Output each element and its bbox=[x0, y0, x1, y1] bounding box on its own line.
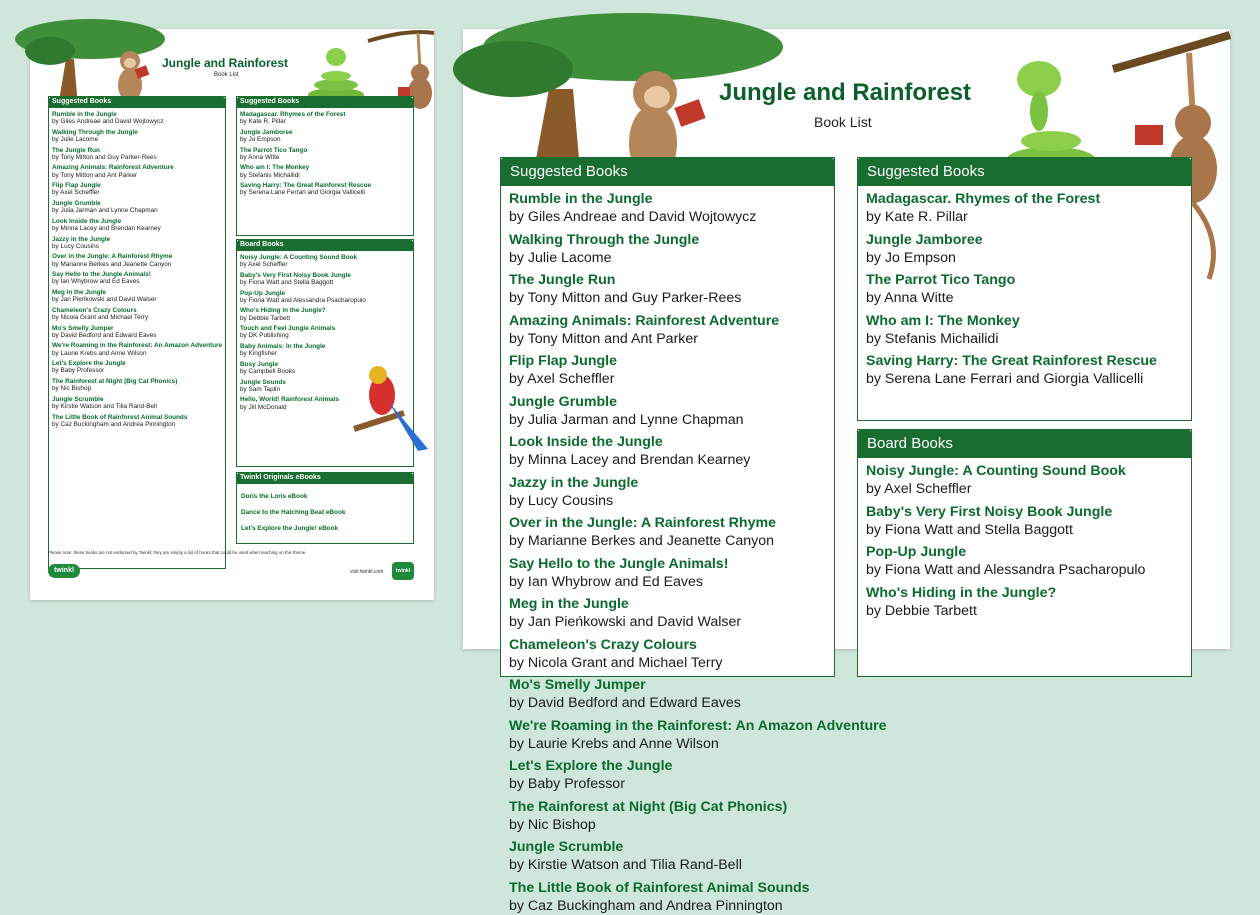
ebook-list bbox=[237, 493, 413, 533]
suggested-books-left-box bbox=[500, 157, 835, 677]
book-title: Walking Through the Jungle bbox=[52, 129, 222, 136]
book-title: Who's Hiding in the Jungle? bbox=[866, 585, 1183, 602]
book-item bbox=[237, 182, 413, 197]
book-item bbox=[501, 191, 834, 227]
board-books-box bbox=[857, 429, 1192, 677]
book-author: by Julia Jarman and Lynne Chapman bbox=[52, 207, 222, 215]
book-author: by Nic Bishop bbox=[509, 816, 826, 835]
book-author: by Julie Lacome bbox=[52, 136, 222, 144]
book-title: Say Hello to the Jungle Animals! bbox=[509, 556, 826, 573]
book-item bbox=[237, 290, 413, 305]
book-item bbox=[501, 556, 834, 592]
book-author: by Baby Professor bbox=[509, 775, 826, 794]
book-item bbox=[501, 394, 834, 430]
book-title: Let's Explore the Jungle bbox=[52, 360, 222, 367]
section-header: Twinkl Originals eBooks bbox=[236, 472, 414, 484]
book-title: Meg in the Jungle bbox=[509, 596, 826, 613]
book-item bbox=[501, 272, 834, 308]
book-item bbox=[858, 232, 1191, 268]
book-title: Busy Jungle bbox=[240, 361, 410, 368]
page-title: Jungle and Rainforest bbox=[719, 79, 971, 107]
suggested-books-right-box bbox=[236, 96, 414, 236]
book-title: Over in the Jungle: A Rainforest Rhyme bbox=[509, 515, 826, 532]
book-author: by Nicola Grant and Michael Terry bbox=[52, 314, 222, 322]
book-item bbox=[49, 236, 225, 251]
book-item bbox=[501, 434, 834, 470]
book-item bbox=[49, 111, 225, 126]
book-author: by Debbie Tarbett bbox=[866, 602, 1183, 621]
book-author: by Anna Witte bbox=[240, 154, 410, 162]
page-subtitle: Book List bbox=[814, 114, 872, 130]
book-author: by Lucy Cousins bbox=[509, 492, 826, 511]
book-author: by Julia Jarman and Lynne Chapman bbox=[509, 411, 826, 430]
book-item bbox=[237, 307, 413, 322]
book-author: by Campbell Books bbox=[240, 368, 410, 376]
book-item bbox=[501, 475, 834, 511]
book-item bbox=[858, 313, 1191, 349]
book-title: Saving Harry: The Great Rainforest Rescue bbox=[866, 353, 1183, 370]
ebooks-box bbox=[236, 472, 414, 544]
book-author: by DK Publishing bbox=[240, 332, 410, 340]
book-author: by Jill McDonald bbox=[240, 404, 410, 412]
book-author: by Jo Empson bbox=[866, 249, 1183, 268]
book-author: by Debbie Tarbett bbox=[240, 315, 410, 323]
book-title: Chameleon's Crazy Colours bbox=[52, 307, 222, 314]
book-title: Pop-Up Jungle bbox=[240, 290, 410, 297]
section-header: Suggested Books bbox=[500, 157, 835, 186]
ebook-title: Dance to the Hatching Beat eBook bbox=[237, 509, 413, 516]
book-title: Amazing Animals: Rainforest Adventure bbox=[509, 313, 826, 330]
book-author: by David Bedford and Edward Eaves bbox=[52, 332, 222, 340]
book-title: Flip Flap Jungle bbox=[509, 353, 826, 370]
book-author: by Tony Mitton and Guy Parker-Rees bbox=[52, 154, 222, 162]
book-item bbox=[501, 313, 834, 349]
book-item bbox=[501, 758, 834, 794]
book-item bbox=[49, 271, 225, 286]
book-title: Who's Hiding in the Jungle? bbox=[240, 307, 410, 314]
book-item bbox=[501, 596, 834, 632]
snake-icon bbox=[306, 45, 366, 103]
book-item bbox=[49, 307, 225, 322]
book-author: by Stefanis Michailidi bbox=[866, 330, 1183, 349]
twinkl-badge: twinkl bbox=[392, 562, 414, 580]
book-author: by Baby Professor bbox=[52, 367, 222, 375]
book-item bbox=[858, 463, 1191, 499]
book-author: by Sam Taplin bbox=[240, 386, 410, 394]
book-title: We're Roaming in the Rainforest: An Amazon Adventure bbox=[509, 718, 826, 735]
book-author: by Kingfisher bbox=[240, 350, 410, 358]
section-header: Board Books bbox=[236, 239, 414, 251]
book-item bbox=[501, 637, 834, 673]
book-author: by Minna Lacey and Brendan Kearney bbox=[509, 451, 826, 470]
book-author: by Tony Mitton and Ant Parker bbox=[509, 330, 826, 349]
book-item bbox=[49, 147, 225, 162]
book-list bbox=[237, 111, 413, 197]
book-title: Noisy Jungle: A Counting Sound Book bbox=[240, 254, 410, 261]
book-author: by Nic Bishop bbox=[52, 385, 222, 393]
book-author: by Anna Witte bbox=[866, 289, 1183, 308]
section-header: Suggested Books bbox=[236, 96, 414, 108]
book-author: by Marianne Berkes and Jeanette Canyon bbox=[509, 532, 826, 551]
book-item bbox=[858, 585, 1191, 621]
book-title: Rumble in the Jungle bbox=[52, 111, 222, 118]
book-author: by Fiona Watt and Stella Baggott bbox=[866, 521, 1183, 540]
book-item bbox=[237, 254, 413, 269]
book-item bbox=[501, 232, 834, 268]
book-item bbox=[858, 504, 1191, 540]
book-title: Say Hello to the Jungle Animals! bbox=[52, 271, 222, 278]
book-title: Jungle Grumble bbox=[509, 394, 826, 411]
book-author: by Lucy Cousins bbox=[52, 243, 222, 251]
footer-url: visit twinkl.com bbox=[350, 569, 383, 575]
book-title: Look Inside the Jungle bbox=[52, 218, 222, 225]
book-title: The Rainforest at Night (Big Cat Phonics) bbox=[509, 799, 826, 816]
section-header: Suggested Books bbox=[48, 96, 226, 108]
section-header: Suggested Books bbox=[857, 157, 1192, 186]
book-author: by Laurie Krebs and Anne Wilson bbox=[509, 735, 826, 754]
book-item bbox=[501, 515, 834, 551]
book-title: Jungle Grumble bbox=[52, 200, 222, 207]
book-title: Who am I: The Monkey bbox=[240, 164, 410, 171]
parrot-icon bbox=[348, 361, 434, 451]
book-item bbox=[858, 191, 1191, 227]
book-item bbox=[858, 353, 1191, 389]
book-item bbox=[858, 544, 1191, 580]
book-title: Mo's Smelly Jumper bbox=[509, 677, 826, 694]
book-item bbox=[858, 272, 1191, 308]
book-author: by Ian Whybrow and Ed Eaves bbox=[509, 573, 826, 592]
book-title: Rumble in the Jungle bbox=[509, 191, 826, 208]
book-author: by Fiona Watt and Alessandra Psacharopulo bbox=[866, 561, 1183, 580]
book-title: Madagascar. Rhymes of the Forest bbox=[240, 111, 410, 118]
book-title: Jazzy in the Jungle bbox=[509, 475, 826, 492]
book-item bbox=[501, 799, 834, 835]
book-item bbox=[501, 839, 834, 875]
book-author: by Jan Pieńkowski and David Walser bbox=[509, 613, 826, 632]
book-author: by Marianne Berkes and Jeanette Canyon bbox=[52, 261, 222, 269]
book-item bbox=[49, 414, 225, 429]
twinkl-logo: twinkl bbox=[48, 564, 80, 578]
book-title: Over in the Jungle: A Rainforest Rhyme bbox=[52, 253, 222, 260]
preview-page bbox=[30, 29, 434, 600]
book-item bbox=[237, 164, 413, 179]
book-item bbox=[501, 677, 834, 713]
book-author: by Jo Empson bbox=[240, 136, 410, 144]
book-author: by Giles Andreae and David Wojtowycz bbox=[509, 208, 826, 227]
book-item bbox=[49, 342, 225, 357]
book-author: by Minna Lacey and Brendan Kearney bbox=[52, 225, 222, 233]
book-title: Look Inside the Jungle bbox=[509, 434, 826, 451]
book-author: by Nicola Grant and Michael Terry bbox=[509, 654, 826, 673]
book-item bbox=[237, 343, 413, 358]
book-author: by Axel Scheffler bbox=[240, 261, 410, 269]
book-author: by Caz Buckingham and Andrea Pinnington bbox=[509, 897, 826, 915]
book-title: Pop-Up Jungle bbox=[866, 544, 1183, 561]
book-title: Mo's Smelly Jumper bbox=[52, 325, 222, 332]
book-title: Jungle Scrumble bbox=[52, 396, 222, 403]
book-item bbox=[501, 880, 834, 915]
book-title: Jungle Scrumble bbox=[509, 839, 826, 856]
page-subtitle: Book List bbox=[214, 72, 239, 78]
suggested-books-right-box bbox=[857, 157, 1192, 421]
book-item bbox=[49, 396, 225, 411]
book-author: by Fiona Watt and Stella Baggott bbox=[240, 279, 410, 287]
section-header: Board Books bbox=[857, 429, 1192, 458]
zoom-page bbox=[463, 29, 1230, 649]
book-list bbox=[501, 191, 834, 915]
book-title: Amazing Animals: Rainforest Adventure bbox=[52, 164, 222, 171]
book-title: Flip Flap Jungle bbox=[52, 182, 222, 189]
book-item bbox=[237, 129, 413, 144]
book-item bbox=[49, 325, 225, 340]
book-title: Let's Explore the Jungle bbox=[509, 758, 826, 775]
book-title: Walking Through the Jungle bbox=[509, 232, 826, 249]
book-title: The Little Book of Rainforest Animal Sounds bbox=[509, 880, 826, 897]
book-author: by David Bedford and Edward Eaves bbox=[509, 694, 826, 713]
book-title: Baby's Very First Noisy Book Jungle bbox=[866, 504, 1183, 521]
book-list bbox=[49, 111, 225, 428]
book-title: Saving Harry: The Great Rainforest Rescue bbox=[240, 182, 410, 189]
book-author: by Serena Lane Ferrari and Giorgia Vallicelli bbox=[240, 189, 410, 197]
book-author: by Tony Mitton and Ant Parker bbox=[52, 172, 222, 180]
book-author: by Axel Scheffler bbox=[509, 370, 826, 389]
book-item bbox=[237, 272, 413, 287]
book-author: by Giles Andreae and David Wojtowycz bbox=[52, 118, 222, 126]
book-item bbox=[237, 147, 413, 162]
book-item bbox=[49, 218, 225, 233]
book-author: by Fiona Watt and Alessandra Psacharopulo bbox=[240, 297, 410, 305]
book-title: Chameleon's Crazy Colours bbox=[509, 637, 826, 654]
book-title: The Jungle Run bbox=[52, 147, 222, 154]
book-list bbox=[858, 463, 1191, 620]
book-author: by Jan Pieńkowski and David Walser bbox=[52, 296, 222, 304]
book-author: by Ian Whybrow and Ed Eaves bbox=[52, 278, 222, 286]
book-item bbox=[237, 325, 413, 340]
book-author: by Julie Lacome bbox=[509, 249, 826, 268]
book-item bbox=[49, 360, 225, 375]
book-title: Jungle Jamboree bbox=[240, 129, 410, 136]
book-title: Hello, World! Rainforest Animals bbox=[240, 396, 410, 403]
book-title: Madagascar. Rhymes of the Forest bbox=[866, 191, 1183, 208]
book-author: by Axel Scheffler bbox=[866, 480, 1183, 499]
book-author: by Caz Buckingham and Andrea Pinnington bbox=[52, 421, 222, 429]
book-title: Meg in the Jungle bbox=[52, 289, 222, 296]
book-title: Jungle Sounds bbox=[240, 379, 410, 386]
book-author: by Stefanis Michailidi bbox=[240, 172, 410, 180]
ebook-title: Doris the Loris eBook bbox=[237, 493, 413, 500]
book-item bbox=[49, 164, 225, 179]
book-title: Jazzy in the Jungle bbox=[52, 236, 222, 243]
book-item bbox=[49, 289, 225, 304]
book-author: by Kirstie Watson and Tilia Rand-Bell bbox=[509, 856, 826, 875]
book-title: We're Roaming in the Rainforest: An Amazon Adventure bbox=[52, 342, 222, 349]
book-item bbox=[49, 182, 225, 197]
book-author: by Laurie Krebs and Anne Wilson bbox=[52, 350, 222, 358]
page-title: Jungle and Rainforest bbox=[162, 56, 288, 70]
book-item bbox=[501, 353, 834, 389]
book-title: Baby's Very First Noisy Book Jungle bbox=[240, 272, 410, 279]
book-author: by Axel Scheffler bbox=[52, 189, 222, 197]
footer-note: Please note: these books are not endorsed by Twinkl; they are simply a list of books that could be used when teaching on this theme. bbox=[48, 550, 306, 555]
book-title: Who am I: The Monkey bbox=[866, 313, 1183, 330]
book-author: by Serena Lane Ferrari and Giorgia Vallicelli bbox=[866, 370, 1183, 389]
book-title: Jungle Jamboree bbox=[866, 232, 1183, 249]
book-title: Touch and Feel Jungle Animals bbox=[240, 325, 410, 332]
book-item bbox=[49, 253, 225, 268]
suggested-books-left-box bbox=[48, 96, 226, 569]
book-title: The Jungle Run bbox=[509, 272, 826, 289]
book-title: Noisy Jungle: A Counting Sound Book bbox=[866, 463, 1183, 480]
book-author: by Kate R. Pillar bbox=[240, 118, 410, 126]
book-title: The Little Book of Rainforest Animal Sounds bbox=[52, 414, 222, 421]
book-title: The Rainforest at Night (Big Cat Phonics) bbox=[52, 378, 222, 385]
book-author: by Tony Mitton and Guy Parker-Rees bbox=[509, 289, 826, 308]
book-list bbox=[858, 191, 1191, 389]
book-author: by Kate R. Pillar bbox=[866, 208, 1183, 227]
book-item bbox=[49, 129, 225, 144]
book-item bbox=[49, 200, 225, 215]
book-item bbox=[237, 111, 413, 126]
book-item bbox=[501, 718, 834, 754]
book-title: The Parrot Tico Tango bbox=[240, 147, 410, 154]
book-author: by Kirstie Watson and Tilia Rand-Bell bbox=[52, 403, 222, 411]
book-item bbox=[49, 378, 225, 393]
book-title: Baby Animals: In the Jungle bbox=[240, 343, 410, 350]
book-title: The Parrot Tico Tango bbox=[866, 272, 1183, 289]
ebook-title: Let's Explore the Jungle! eBook bbox=[237, 525, 413, 532]
